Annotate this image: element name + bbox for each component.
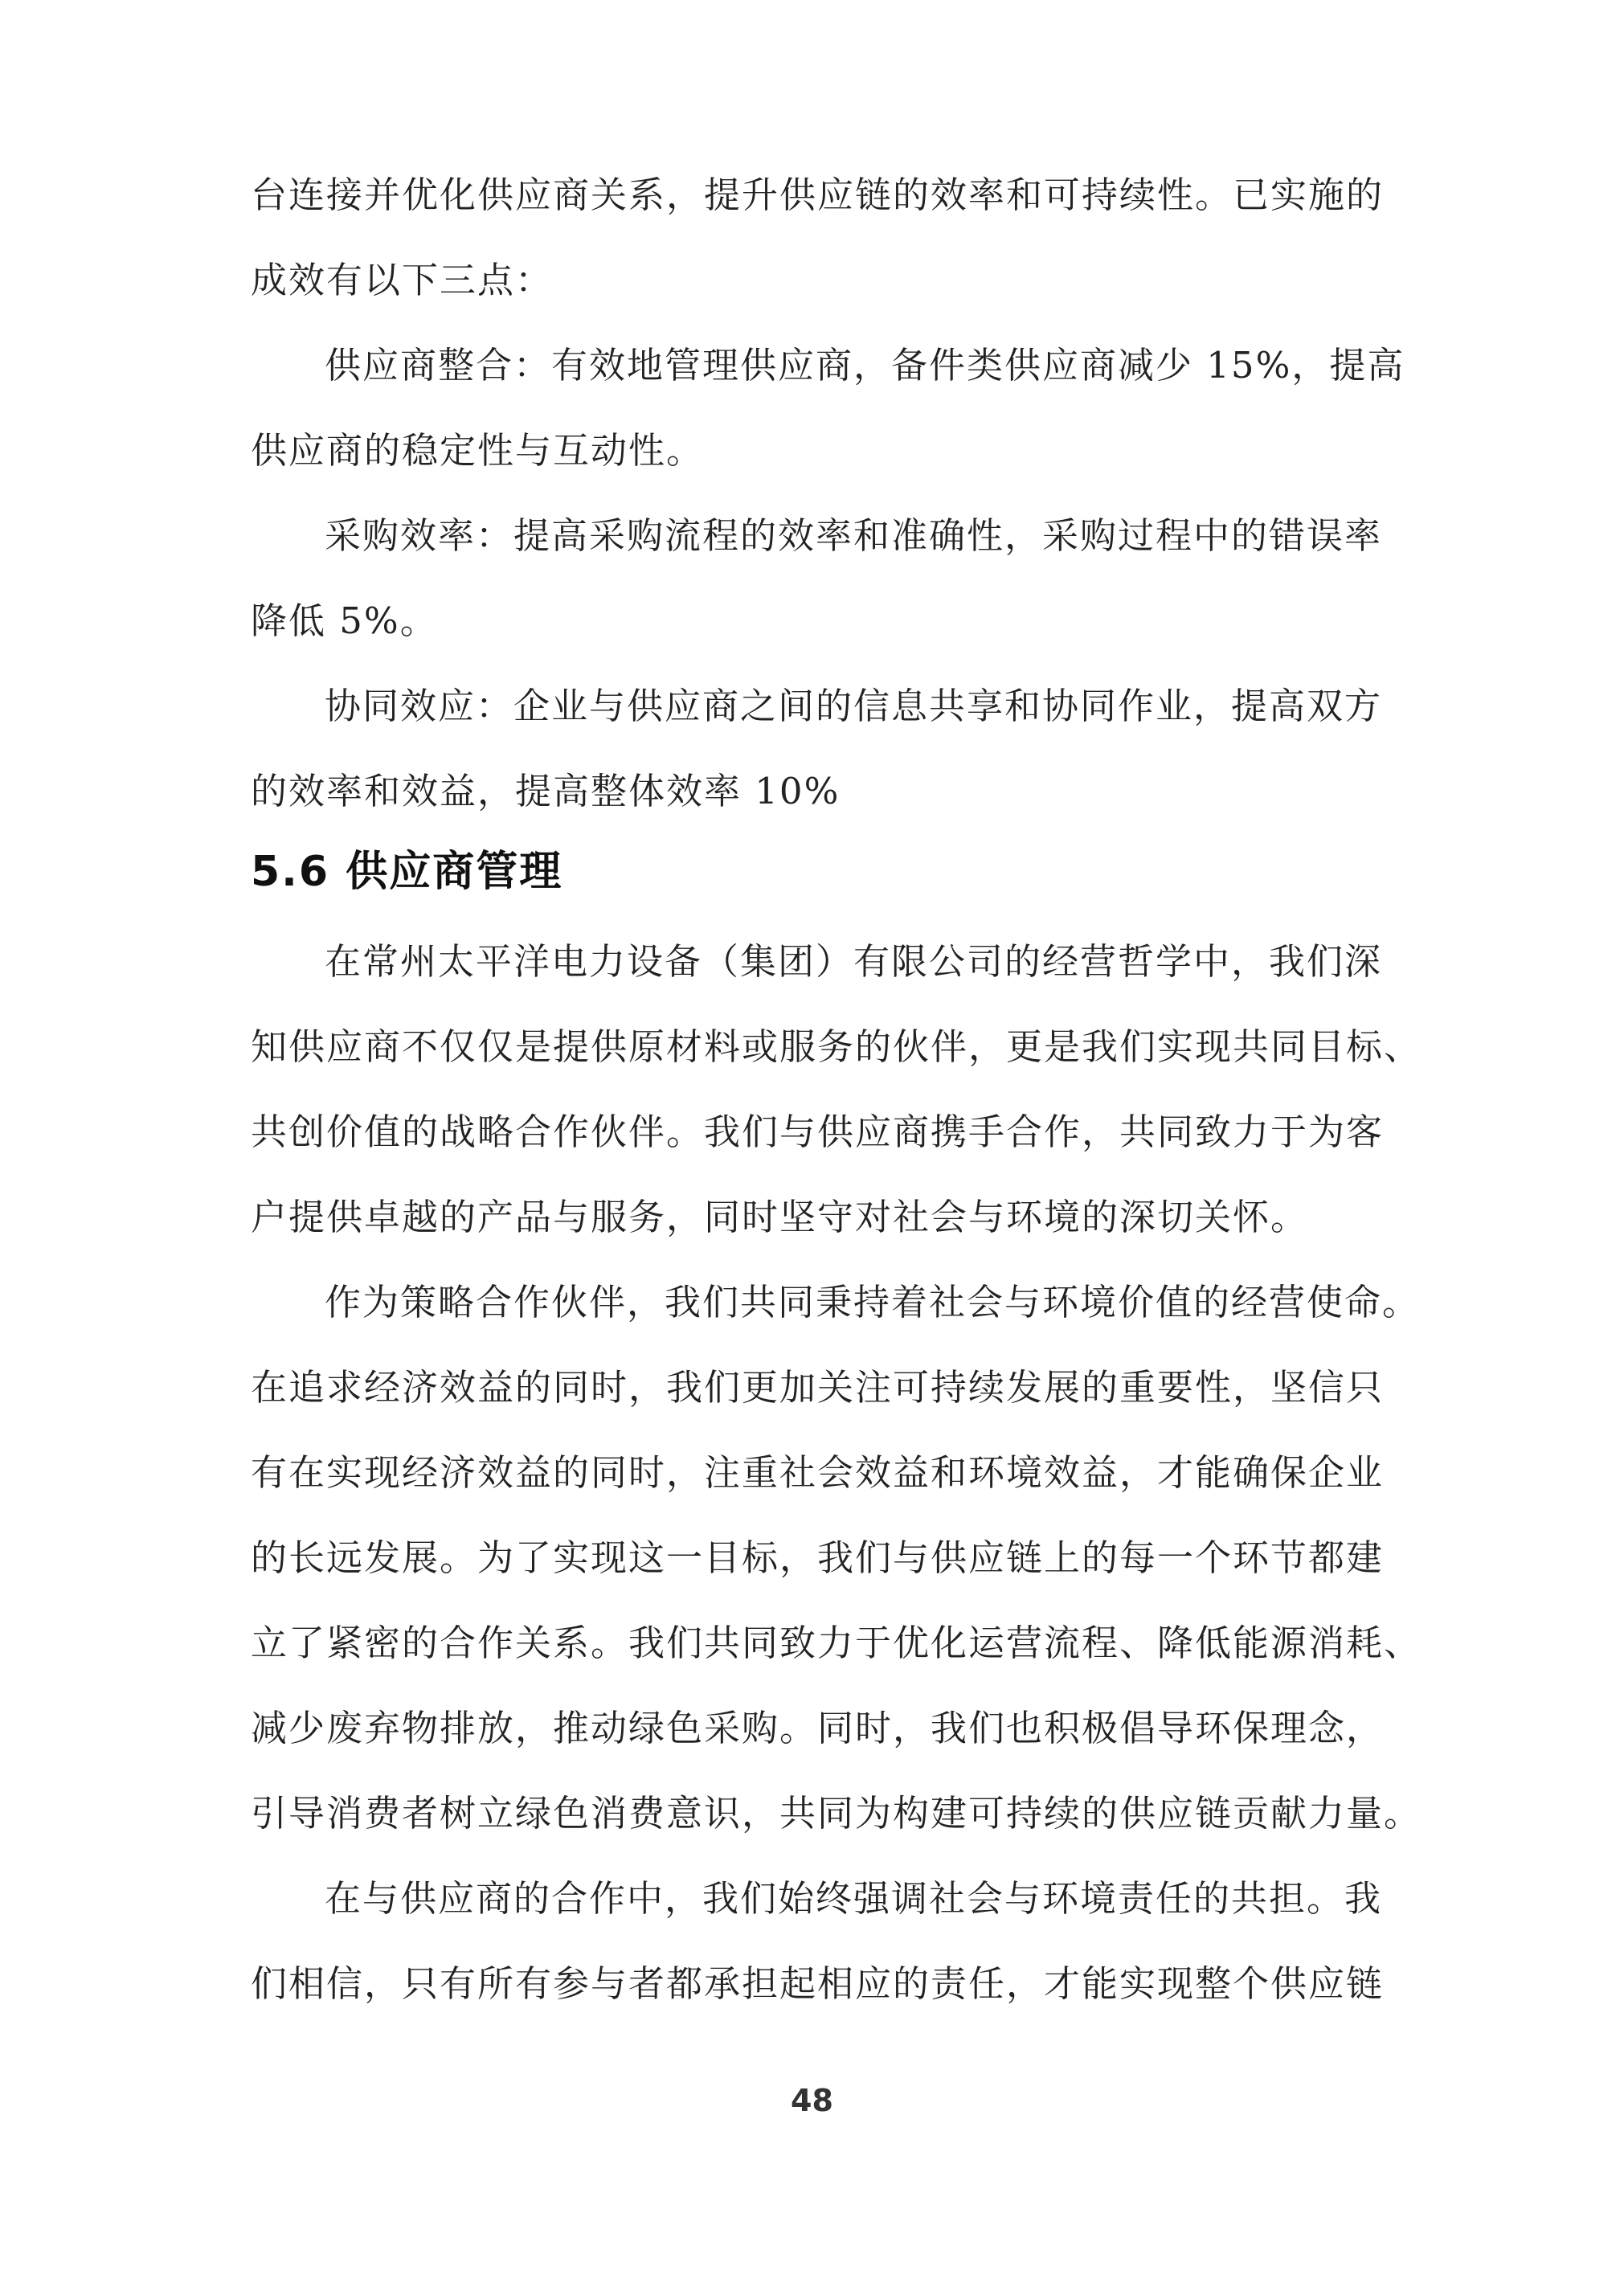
page-number: 48 bbox=[791, 2083, 833, 2118]
text-line: 引导消费者树立绿色消费意识，共同为构建可持续的供应链贡献力量。 bbox=[251, 1792, 1422, 1835]
text-line: 在与供应商的合作中，我们始终强调社会与环境责任的共担。我 bbox=[325, 1877, 1383, 1920]
text-line: 减少废弃物排放，推动绿色采购。同时，我们也积极倡导环保理念， bbox=[251, 1707, 1385, 1749]
text-line: 有在实现经济效益的同时，注重社会效益和环境效益，才能确保企业 bbox=[251, 1451, 1385, 1494]
text-line: 在常州太平洋电力设备（集团）有限公司的经营哲学中，我们深 bbox=[325, 940, 1383, 983]
text-line: 共创价值的战略合作伙伴。我们与供应商携手合作，共同致力于为客 bbox=[251, 1111, 1385, 1153]
text-line: 台连接并优化供应商关系，提升供应链的效率和可持续性。已实施的 bbox=[251, 174, 1385, 216]
text-line: 在追求经济效益的同时，我们更加关注可持续发展的重要性，坚信只 bbox=[251, 1366, 1385, 1409]
text-line: 知供应商不仅仅是提供原材料或服务的伙伴，更是我们实现共同目标、 bbox=[251, 1025, 1422, 1068]
text-line: 立了紧密的合作关系。我们共同致力于优化运营流程、降低能源消耗、 bbox=[251, 1622, 1422, 1664]
text-line: 供应商整合：有效地管理供应商，备件类供应商减少 15%，提高 bbox=[325, 344, 1405, 387]
text-line: 们相信，只有所有参与者都承担起相应的责任，才能实现整个供应链 bbox=[251, 1962, 1385, 2005]
text-line: 的效率和效益，提高整体效率 10% bbox=[251, 770, 841, 812]
text-line: 户提供卓越的产品与服务，同时坚守对社会与环境的深切关怀。 bbox=[251, 1196, 1309, 1238]
text-line: 作为策略合作伙伴，我们共同秉持着社会与环境价值的经营使命。 bbox=[325, 1281, 1421, 1323]
text-line: 供应商的稳定性与互动性。 bbox=[251, 429, 705, 472]
text-line: 采购效率：提高采购流程的效率和准确性，采购过程中的错误率 bbox=[325, 514, 1383, 557]
text-line: 成效有以下三点： bbox=[251, 259, 554, 301]
text-line: 协同效应：企业与供应商之间的信息共享和协同作业，提高双方 bbox=[325, 685, 1383, 727]
text-line: 降低 5%。 bbox=[251, 599, 438, 642]
section-heading: 5.6 供应商管理 bbox=[251, 848, 563, 896]
text-line: 的长远发展。为了实现这一目标，我们与供应链上的每一个环节都建 bbox=[251, 1536, 1385, 1579]
